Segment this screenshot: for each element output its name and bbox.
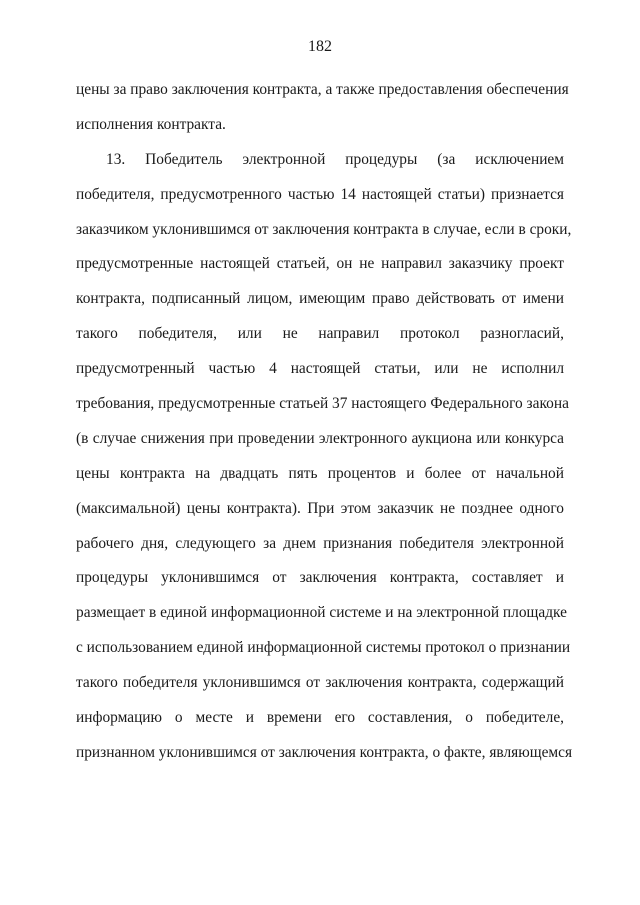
document-body <box>76 73 573 771</box>
text-line: цены за право заключения контракта, а также предоставления обеспечения <box>76 81 569 98</box>
text-line: цены контракта на двадцать пять процентов и более от начальной <box>76 464 564 482</box>
text-line: контракта, подписанный лицом, имеющим право действовать от имени <box>76 290 564 308</box>
text-line: предусмотренный частью 4 настоящей статьи, или не исполнил <box>76 360 564 378</box>
text-line: такого победителя уклонившимся от заключения контракта, содержащий <box>76 674 564 692</box>
text-line: (в случае снижения при проведении электронного аукциона или конкурса <box>76 429 564 447</box>
text-line: исполнения контракта. <box>76 115 226 133</box>
text-line: информацию о месте и времени его составления, о победителе, <box>76 709 564 727</box>
text-line: заказчиком уклонившимся от заключения контракта в случае, если в сроки, <box>76 220 572 238</box>
text-line: процедуры уклонившимся от заключения контракта, составляет и <box>76 569 564 587</box>
text-line: (максимальной) цены контракта). При этом заказчик не позднее одного <box>76 499 564 517</box>
text-line: размещает в единой информационной системе и на электронной площадке <box>76 604 567 622</box>
text-line: признанном уклонившимся от заключения контракта, о факте, являющемся <box>76 743 573 761</box>
text-line: такого победителя, или не направил протокол разногласий, <box>76 325 564 343</box>
text-line: рабочего дня, следующего за днем признания победителя электронной <box>76 534 564 552</box>
text-line: требования, предусмотренные статьей 37 настоящего Федерального закона <box>76 395 569 413</box>
text-line: победителя, предусмотренного частью 14 настоящей статьи) признается <box>76 185 564 203</box>
paragraph-start-line: 13. Победитель электронной процедуры (за исключением <box>106 150 564 168</box>
page-number: 182 <box>308 38 332 55</box>
text-line: предусмотренные настоящей статьей, он не направил заказчику проект <box>76 255 564 273</box>
text-line: с использованием единой информационной системы протокол о признании <box>76 639 571 657</box>
